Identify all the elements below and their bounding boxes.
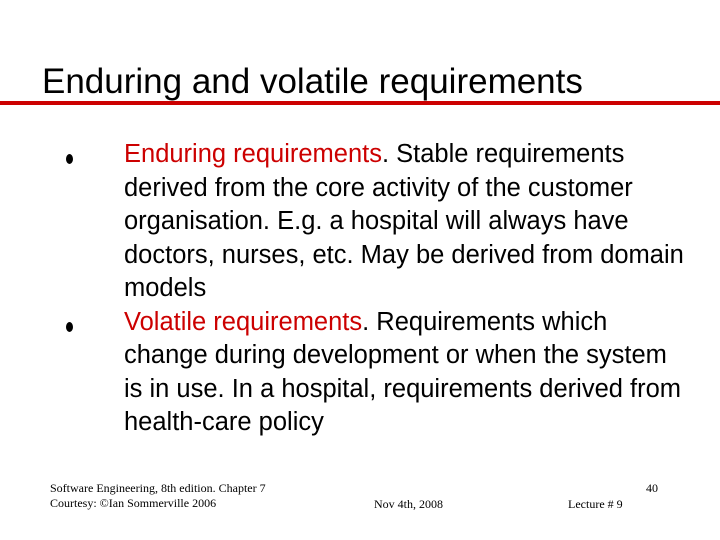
bullet-dot-icon bbox=[66, 322, 73, 332]
footer-date: Nov 4th, 2008 bbox=[374, 497, 443, 511]
bullet-lead-term: Enduring requirements bbox=[124, 140, 382, 168]
bullet-body-text: . Stable requirements derived from the core activity of the customer organisation. E.g. a hospital will always have doctors, nurses, etc. May be derived from domain models bbox=[124, 140, 684, 302]
bullet-dot-icon bbox=[66, 154, 73, 164]
footer-credits bbox=[50, 481, 266, 511]
bullet-item-volatile bbox=[66, 306, 686, 440]
footer-page-number: 40 bbox=[646, 481, 658, 495]
footer-courtesy: Courtesy: ©Ian Sommerville 2006 bbox=[50, 496, 217, 510]
footer-book: Software Engineering, 8th edition. Chapter 7 bbox=[50, 481, 266, 495]
slide-title: Enduring and volatile requirements bbox=[42, 62, 583, 101]
bullet-item-enduring bbox=[66, 138, 686, 306]
bullet-body-text: . Requirements which change during development or when the system is in use. In a hospital, requirements derived from health-care policy bbox=[124, 307, 682, 436]
title-underline bbox=[0, 101, 720, 105]
footer-lecture: Lecture # 9 bbox=[568, 497, 623, 511]
bullet-lead-term: Volatile requirements bbox=[124, 307, 363, 336]
bullet-list bbox=[66, 138, 686, 440]
